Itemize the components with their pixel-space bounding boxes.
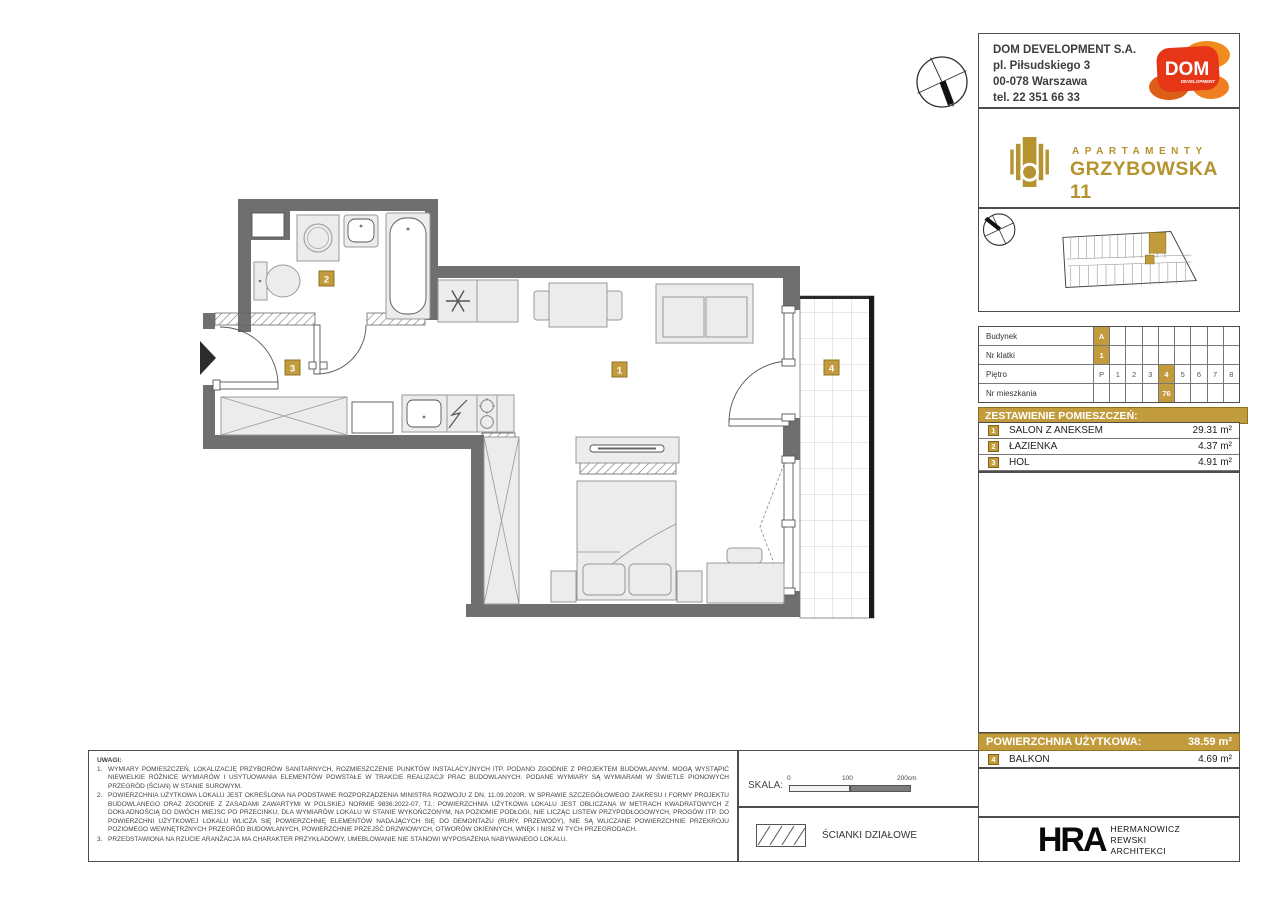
scale-tick: 200cm <box>897 775 917 782</box>
developer-name: DOM DEVELOPMENT S.A. <box>993 44 1137 56</box>
kitchen-counter-top <box>438 280 518 322</box>
developer-info-box <box>978 33 1240 108</box>
bathtub <box>386 213 430 319</box>
shaft-closet <box>484 437 519 604</box>
pillow <box>583 564 625 595</box>
brand-line1: APARTAMENTY <box>1072 146 1208 157</box>
scale-tick: 100 <box>842 775 853 782</box>
compass-icon <box>917 57 967 107</box>
floor-option: 2 <box>1125 365 1141 383</box>
dom-development-logo <box>1149 39 1233 105</box>
floor-option: 3 <box>1142 365 1158 383</box>
scale-bar-light <box>789 785 850 792</box>
bathroom-sink <box>344 215 378 247</box>
bed <box>551 481 702 602</box>
room-area: 4.91 m² <box>1198 457 1232 468</box>
total-area-bar <box>978 733 1240 751</box>
architect-line: REWSKI <box>1110 834 1147 845</box>
scale-tick: 0 <box>787 775 791 782</box>
room-name: SALON Z ANEKSEM <box>1009 425 1103 436</box>
row-label: Piętro <box>986 369 1007 379</box>
hall-cabinet <box>352 402 393 433</box>
brand-box <box>978 108 1240 208</box>
room-number-badge: 1 <box>988 425 999 436</box>
location-table <box>978 326 1240 403</box>
balcony-door <box>729 361 790 426</box>
grzybowska-logo-icon <box>1007 137 1059 187</box>
balcony-rail-top <box>800 296 874 299</box>
nightstand <box>677 571 702 602</box>
room-row <box>979 455 1239 471</box>
total-area-value: 38.59 m² <box>1187 736 1232 748</box>
balcony <box>800 296 874 618</box>
room-label-1: 1 <box>616 365 623 377</box>
room-row <box>979 439 1239 455</box>
bathroom-door <box>309 325 366 374</box>
site-plan <box>979 209 1239 311</box>
washing-machine <box>297 215 339 261</box>
note-item: 1. WYMIARY POMIESZCZEŃ, LOKALIZACJĘ PRZYBORÓW SANITARNYCH, ROZMIESZCZENIE PUNKTÓW INSTALACYJNYCH ITP. PODANO ZGODNIE Z PROJEKTEM BUDOWLANYM. MOGĄ WYSTĄPIĆ NIEWIELKIE RÓŻNICE WYMIARÓW I USYTUOWANIA ELEMENTÓW POWSTAŁE W TRAKCIE REALIZACJI PRAC BUDOWLANYCH. PODANE WYMIARY SĄ WYMIARAMI W ŚWIETLE PIONOWYCH PRZEGRÓD (ŚCIAN) W STANIE SUROWYM. <box>97 766 729 790</box>
rooms-table <box>978 422 1240 472</box>
highlighted-unit <box>1149 233 1166 254</box>
floor-option: 8 <box>1223 365 1239 383</box>
row-label: Budynek <box>986 331 1018 341</box>
entrance-arrow-icon <box>200 341 216 375</box>
room-number-badge: 2 <box>988 441 999 452</box>
note-text: PRZEDSTAWIONA NA RZUCIE ARANŻACJA MA CHARAKTER PRZYKŁADOWY, UMEBLOWANIE NIE STANOWI WYPOSAŻENIA NABYWANEGO LOKALU. <box>108 835 568 843</box>
site-plan-box <box>978 208 1240 312</box>
brand-line2: GRZYBOWSKA 11 <box>1070 158 1218 203</box>
empty-panel <box>978 472 1240 733</box>
table-row <box>979 327 1239 346</box>
balcony-row <box>978 751 1240 768</box>
scale-bar-dark <box>850 785 911 792</box>
nightstand <box>551 571 576 602</box>
room-row <box>979 423 1239 439</box>
table-row <box>979 384 1239 402</box>
building-outline <box>1063 232 1196 288</box>
wardrobe <box>221 397 347 435</box>
tv-dresser <box>576 437 679 463</box>
row-label: Nr mieszkania <box>986 388 1037 398</box>
wall-niche <box>252 213 284 237</box>
kitchen-sink <box>407 400 441 427</box>
floor-option: 6 <box>1190 365 1206 383</box>
floor-option: 7 <box>1207 365 1223 383</box>
empty-panel <box>978 768 1240 817</box>
note-item: 2. POWIERZCHNIA UŻYTKOWA LOKALU JEST OKREŚLONA NA PODSTAWIE ROZPORZĄDZENIA MINISTRA ROZWOJU Z DN. 11.09.2020R. W SPRAWIE SZCZEGÓŁOWEGO ZAKRESU I FORMY PROJEKTU BUDOWLANEGO ORAZ ZGODNIE Z ZASADAMI ZAWARTYMI W POLSKIEJ NORMIE 9836:2022-07, TJ.: POWIERZCHNIA UŻYTKOWA LOKALU JEST OBLICZANA W METRACH KWADRATOWYCH Z DOKŁADNOŚCIĄ DO DWÓCH MIEJSC PO PRZECINKU, DLA WYMIARÓW LOKALU W STANIE WYKOŃCZONYM, NA POZIOMIE PODŁOGI, NIE LICZĄC LISTEW PRZYPODŁOGOWYCH, PROGÓW ITP. DO POWIERZCHNI UŻYTKOWEJ LOKALU WLICZA SIĘ POWIERZCHNIĘ ELEMENTÓW NADAJĄCYCH SIĘ DO DEMONTAŻU (RURY, PRZEWODY), NIE SĄ WLICZANE POWIERZCHNIE PRZEKROJU POZIOMEGO WEWNĘTRZNYCH PRZEGRÓD BUDOWLANYCH, POWIERZCHNIE PRZEJŚĆ DRZWIOWYCH, OTWORÓW OKIENNYCH, WNĘK I NISZ W TYCH PRZEGRODACH. <box>97 792 729 834</box>
notes-title: UWAGI: <box>97 757 122 764</box>
room-number-badge: 4 <box>988 754 999 765</box>
architect-logo: HRA <box>1037 820 1106 859</box>
toilet <box>254 262 300 300</box>
partition-hatch-swatch <box>756 824 806 847</box>
pillow <box>629 564 671 595</box>
balcony-rail-side <box>869 296 874 618</box>
apartment-number-value: 76 <box>1158 384 1174 402</box>
room-area: 4.69 m² <box>1198 753 1232 765</box>
rooms-table-header: ZESTAWIENIE POMIESZCZEŃ: <box>978 407 1248 424</box>
floor-option: P <box>1093 365 1109 383</box>
site-compass-icon <box>983 214 1014 245</box>
note-text: POWIERZCHNIA UŻYTKOWA LOKALU JEST OKREŚLONA NA PODSTAWIE ROZPORZĄDZENIA MINISTRA ROZWOJU Z DN. 11.09.2020R. W SPRAWIE SZCZEGÓŁOWEGO ZAKRESU I FORMY PROJEKTU BUDOWLANEGO ORAZ ZGODNIE Z ZASADAMI ZAWARTYMI W POLSKIEJ NORMIE 9836:2022-07, TJ.: POWIERZCHNIA UŻYTKOWA LOKALU JEST OBLICZANA W METRACH KWADRATOWYCH Z DOKŁADNOŚCIĄ DO DWÓCH MIEJSC PO PRZECINKU, DLA WYMIARÓW LOKALU W STANIE WYKOŃCZONYM, NA POZIOMIE PODŁOGI, NIE LICZĄC LISTEW PRZYPODŁOGOWYCH, PROGÓW ITP. DO POWIERZCHNI UŻYTKOWEJ LOKALU WLICZA SIĘ POWIERZCHNIĘ ELEMENTÓW NADAJĄCYCH SIĘ DO DEMONTAŻU (RURY, PRZEWODY), NIE SĄ WLICZANE POWIERZCHNIE PRZEKROJU POZIOMEGO WEWNĘTRZNYCH PRZEGRÓD BUDOWLANYCH, POWIERZCHNIE PRZEJŚĆ DRZWIOWYCH, OTWORÓW OKIENNYCH, WNĘK I NISZ W TYCH PRZEGRODACH. <box>108 792 729 834</box>
room-area: 4.37 m² <box>1198 441 1232 452</box>
architect-line: ARCHITEKCI <box>1110 845 1167 856</box>
total-area-label: POWIERZCHNIA UŻYTKOWA: <box>986 736 1142 748</box>
note-text: WYMIARY POMIESZCZEŃ, LOKALIZACJĘ PRZYBORÓW SANITARNYCH, ROZMIESZCZENIE PUNKTÓW INSTALACYJNYCH ITP. PODANO ZGODNIE Z PROJEKTEM BUDOWLANYM. MOGĄ WYSTĄPIĆ NIEWIELKIE RÓŻNICE WYMIARÓW I USYTUOWANIA ELEMENTÓW POWSTAŁE W TRAKCIE REALIZACJI PRAC BUDOWLANYCH. PODANE WYMIARY SĄ WYMIARAMI W ŚWIETLE PIONOWYCH PRZEGRÓD (ŚCIAN) W STANIE SUROWYM. <box>108 766 729 790</box>
notes-box <box>88 750 738 862</box>
room-label-3: 3 <box>289 363 296 375</box>
room-label-2: 2 <box>323 274 330 286</box>
row-label: Nr klatki <box>986 350 1015 360</box>
note-item: 3. PRZEDSTAWIONA NA RZUCIE ARANŻACJA MA CHARAKTER PRZYKŁADOWY, UMEBLOWANIE NIE STANOWI WYPOSAŻENIA NABYWANEGO LOKALU. <box>97 836 729 844</box>
room-number-badge: 3 <box>988 457 999 468</box>
developer-address2: 00-078 Warszawa <box>993 75 1088 88</box>
developer-address1: pl. Piłsudskiego 3 <box>993 59 1091 72</box>
architect-box <box>978 817 1240 862</box>
table-row <box>979 346 1239 365</box>
room-label-4: 4 <box>828 363 835 375</box>
table-row <box>979 365 1239 384</box>
floor-option-selected: 4 <box>1158 365 1174 383</box>
dining-table <box>534 283 622 327</box>
architect-line: HERMANOWICZ <box>1110 823 1181 834</box>
partition-legend-box <box>738 807 979 862</box>
dom-logo-subtext: DEVELOPMENT <box>1180 79 1216 84</box>
scale-box <box>738 750 979 807</box>
room-name: HOL <box>1009 457 1030 468</box>
room-area: 29.31 m² <box>1192 425 1232 436</box>
floor-option: 1 <box>1109 365 1125 383</box>
desk <box>707 548 784 603</box>
room-name: ŁAZIENKA <box>1009 441 1058 452</box>
kitchen-counter-bottom <box>402 395 514 432</box>
sofa <box>656 284 753 343</box>
dom-logo-text: DOM <box>1164 59 1210 80</box>
staircase-value: 1 <box>1093 346 1109 364</box>
partition-legend-label: ŚCIANKI DZIAŁOWE <box>822 830 918 841</box>
scale-label: SKALA: <box>748 780 784 791</box>
floor-option: 5 <box>1174 365 1190 383</box>
entrance-door <box>213 327 278 390</box>
developer-phone: tel. 22 351 66 33 <box>993 91 1080 104</box>
room-name: BALKON <box>1009 753 1050 765</box>
building-value: A <box>1093 327 1109 345</box>
